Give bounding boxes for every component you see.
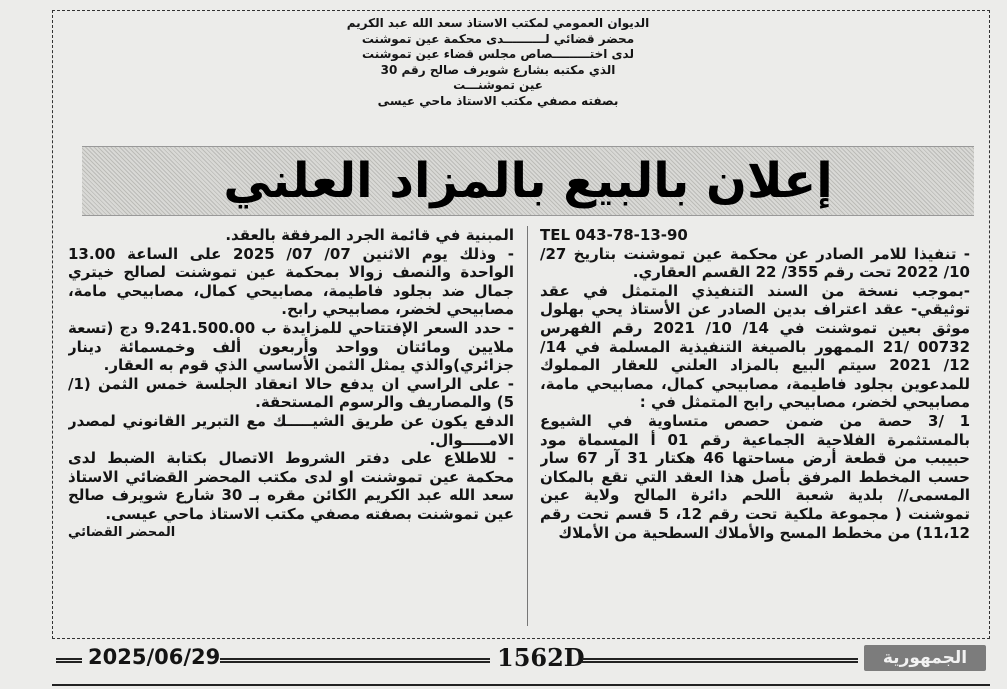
left-paragraph-6: - للاطلاع على دفتر الشروط الاتصال بكتابة الضبط لدى محكمة عين تموشنت او لدى مكتب المحضر القضائي الاستاذ سعد الله عبد الكريم الكائن مقره بـ 30 شارع شويرف صالح عين تموشنت بصفته مصفي مكتب الاستاذ ماحي عيسى. bbox=[68, 449, 514, 523]
publication-date: 2025/06/29 bbox=[88, 645, 221, 669]
newspaper-logo: الجمهورية bbox=[864, 645, 986, 671]
header-line-6: بصفته مصفي مكتب الاستاذ ماحي عيسى bbox=[377, 93, 619, 108]
column-divider bbox=[527, 226, 528, 626]
right-paragraph-3: 1 /3 حصة من ضمن حصص متساوية في الشيوع بالمستثمرة الفلاحية الجماعية رقم 01 أ المسماة مود حبيبب من قطعة أرض مساحتها 46 هكتار 31 آر 67 سار حسب المخطط المرفق بأصل هذا العقد التي تقع بالمكان المسمى// بلدية شعبة اللحم دائرة المالح ولاية عين تموشنت ( مجموعة ملكية تحت رقم 12، 5 قسم تحت رقم 11،12) من مخطط المسح والأملاك السطحية من الأملاك bbox=[540, 411, 970, 542]
announcement-code: 1562D bbox=[497, 643, 585, 672]
left-paragraph-2: - وذلك يوم الاثنين 07/ 07/ 2025 على الساعة 13.00 الواحدة والنصف زوالا بمحكمة عين تموشنت لصالح خيتري جمال ضد بجلود فاطيمة، مصابيحي كمال، مصابيحي مامة، مصابيحي لخضر، مصابيحي رابح. bbox=[68, 244, 514, 319]
left-paragraph-4: - على الراسي ان يدفع حالا انعقاد الجلسة خمس الثمن (1/ 5) والمصاريف والرسوم المستحقة. bbox=[68, 374, 514, 412]
right-paragraph-1: - تنفيذا للامر الصادر عن محكمة عين تموشنت بتاريخ 27/ 10/ 2022 تحت رقم 355/ 22 القسم العقاري. bbox=[540, 244, 970, 282]
office-header bbox=[330, 16, 666, 109]
footer-line-center-left bbox=[220, 658, 490, 663]
announcement-title: إعلان بالبيع بالمزاد العلني bbox=[223, 153, 833, 209]
footer-line-left bbox=[56, 658, 82, 663]
left-paragraph-5: الدفع يكون عن طريق الشيـــــك مع التبرير القانوني لمصدر الامـــــوال. bbox=[68, 411, 514, 449]
signer-title: المحضر القضائي bbox=[68, 524, 176, 540]
header-line-1: الديوان العمومي لمكتب الاستاذ سعد الله عبد الكريم bbox=[346, 16, 650, 30]
left-paragraph-3: - حدد السعر الإفتتاحي للمزايدة ب 9.241.500.00 دج (تسعة ملايين ومائتان وواحد وأربعون ألف وخمسمائة دينار جزائري)والذي يمثل الثمن الأساسي الذي قوم به العقار. bbox=[68, 318, 514, 375]
title-banner bbox=[82, 146, 974, 216]
header-line-2: محضر قضائي لــــــــــدى محكمة عين تموشنت bbox=[361, 31, 635, 46]
header-line-5: عين تموشنـــت bbox=[453, 78, 543, 92]
left-column bbox=[68, 226, 514, 626]
telephone-number: TEL 043-78-13-90 bbox=[540, 226, 688, 244]
left-paragraph-1: المبنية في قائمة الجرد المرفقة بالعقد. bbox=[225, 226, 514, 244]
footer-line-center-right bbox=[582, 658, 858, 663]
right-paragraph-2: -بموجب نسخة من السند التنفيذي المتمثل في عقد توثيقي- عقد اعتراف بدين الصادر عن الأستاذ يحي بهلول موثق بعين تموشنت في 14/ 10/ 2021 رقم الفهرس 00732 /21 الممهور بالصيغة التنفيذية المسلمة في 14/ 12/ 2021 سيتم البيع بالمزاد العلني للعقار المملوك للمدعوين بجلود فاطيمة، مصابيحي كمال، مصابيحي مامة، مصابيحي لخضر، مصابيحي رابح المتمثل في : bbox=[540, 281, 970, 412]
header-line-4: الذي مكتبه بشارع شويرف صالح رقم 30 bbox=[380, 62, 616, 77]
bottom-rule bbox=[52, 684, 990, 686]
header-line-3: لدى اختـــــــــصاص مجلس قضاء عين تموشنت bbox=[361, 47, 634, 61]
footer-bar bbox=[52, 643, 990, 675]
right-column bbox=[540, 226, 970, 626]
